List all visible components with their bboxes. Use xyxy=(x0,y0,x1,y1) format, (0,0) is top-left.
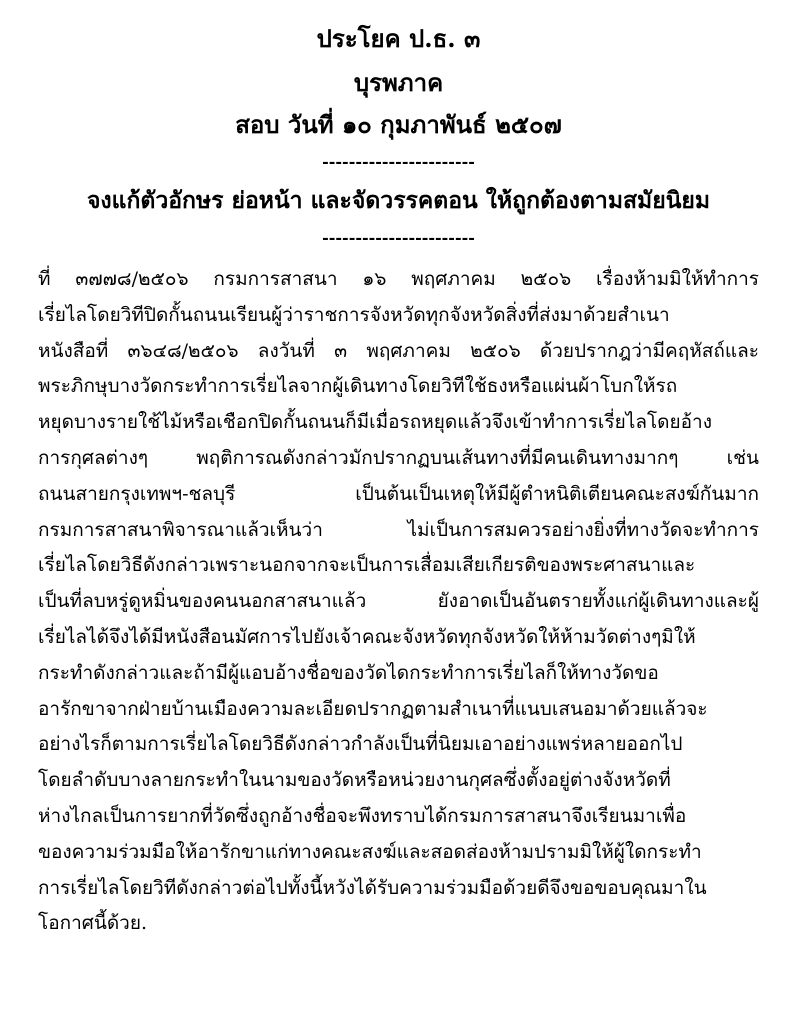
passage-line: เรี่ยไลโดยวิทีปิดกั้นถนนเรียนผู้ว่าราชการจังหวัดทุกจังหวัดสิ่งที่ส่งมาด้วยสำเนา xyxy=(38,303,670,326)
instruction-heading: จงแก้ตัวอักษร ย่อหน้า และจัดวรรคตอน ให้ถูกต้องตามสมัยนิยม xyxy=(86,187,711,214)
passage-line: การกุศลต่างๆ พฤติการณดังกล่าวมักปรากฏบนเส้นทางที่มีคนเดินทางมากๆ เช่น xyxy=(38,446,759,469)
passage-line: โดยลำดับบางลายกระทำในนามของวัดหรือหน่วยงานกุศลซึ่งตั้งอยู่ต่างจังหวัดที่ xyxy=(38,769,671,792)
passage-line: กรมการสาสนาพิจารณาแล้วเห็นว่า ไม่เป็นการสมควรอย่างยิ่งที่ทางวัดจะทำการ xyxy=(38,518,759,541)
passage-line: เป็นที่ลบหรู่ดูหมิ่นของคนนอกสาสนาแล้ว ยังอาดเป็นอันตรายทั้งแก่ผู้เดินทางและผู้ xyxy=(38,590,759,613)
passage-line: หนังสือที่ ๓๖๔๘/๒๕๐๖ ลงวันที่ ๓ พฤศภาคม ๒๕๐๖ ด้วยปรากฎว่ามีคฤหัสถ์และ xyxy=(38,339,759,362)
separator-bottom: ----------------------- xyxy=(322,228,475,247)
passage-line: อย่างไรก็ตามการเรี่ยไลโดยวิธีดังกล่าวกำลังเป็นที่นิยมเอาอย่างแพร่หลายออกไป xyxy=(38,733,683,756)
passage-line: เรี่ยไลโดยวิธีดังกล่าวเพราะนอกจากจะเป็นการเสื่อมเสียเกียรติของพระศาสนาและ xyxy=(38,554,696,577)
passage-line: การเรี่ยไลโดยวิทีดังกล่าวต่อไปทั้งนี้หวังได้รับความร่วมมือด้วยดีจึงขอขอบคุณมาใน xyxy=(38,876,707,899)
passage-line: ของความร่วมมือให้อารักขาแก่ทางคณะสงฆ์และสอดส่องห้ามปรามมิให้ผู้ใดกระทำ xyxy=(38,840,702,863)
passage-line: เรี่ยไลได้จึงได้มีหนังสือนมัศการไปยังเจ้าคณะจังหวัดทุกจังหวัดให้ห้ามวัดต่างๆมิให้ xyxy=(38,625,696,648)
separator-top: ----------------------- xyxy=(322,152,475,171)
passage-line: ถนนสายกรุงเทพฯ-ชลบุรี เป็นต้นเป็นเหตุให้มีผู้ตำหนิติเตียนคณะสงฆ์กันมาก xyxy=(38,482,759,505)
passage-line: โอกาศนี้ด้วย. xyxy=(38,912,148,935)
passage-line: กระทำดังกล่าวและถ้ามีผู้แอบอ้างชื่อของวัดไดกระทำการเรี่ยไลก็ให้ทางวัดขอ xyxy=(38,661,659,684)
exam-passage xyxy=(38,262,759,942)
exam-date: สอบ วันที่ ๑๐ กุมภาพันธ์ ๒๕๐๗ xyxy=(235,110,562,139)
passage-line: ที่ ๓๗๗๘/๒๕๐๖ กรมการสาสนา ๑๖ พฤศภาคม ๒๕๐๖ เรื่องห้ามมิให้ทำการ xyxy=(38,268,759,290)
exam-title: ประโยค ป.ธ. ๓ xyxy=(316,24,481,53)
passage-line: ห่างไกลเป็นการยากที่วัดซึ่งถูกอ้างชื่อจะพึงทราบได้กรมการสาสนาจึงเรียนมาเพื่อ xyxy=(38,804,687,827)
exam-subtitle: บุรพภาค xyxy=(353,68,444,97)
passage-line: พระภิกษุบางวัดกระทำการเรี่ยไลจากผู้เดินทางโดยวิทีใช้ธงหรือแผ่นผ้าโบกให้รถ xyxy=(38,375,678,398)
passage-line: อารักขาจากฝ่ายบ้านเมืองความละเอียดปรากฏตามสำเนาที่แนบเสนอมาด้วยแล้วจะ xyxy=(38,697,708,720)
passage-line: หยุดบางรายใช้ไม้หรือเชือกปิดกั้นถนนก็มีเมื่อรถหยุดแล้วจึงเข้าทำการเรี่ยไลโดยอ้าง xyxy=(38,411,712,434)
